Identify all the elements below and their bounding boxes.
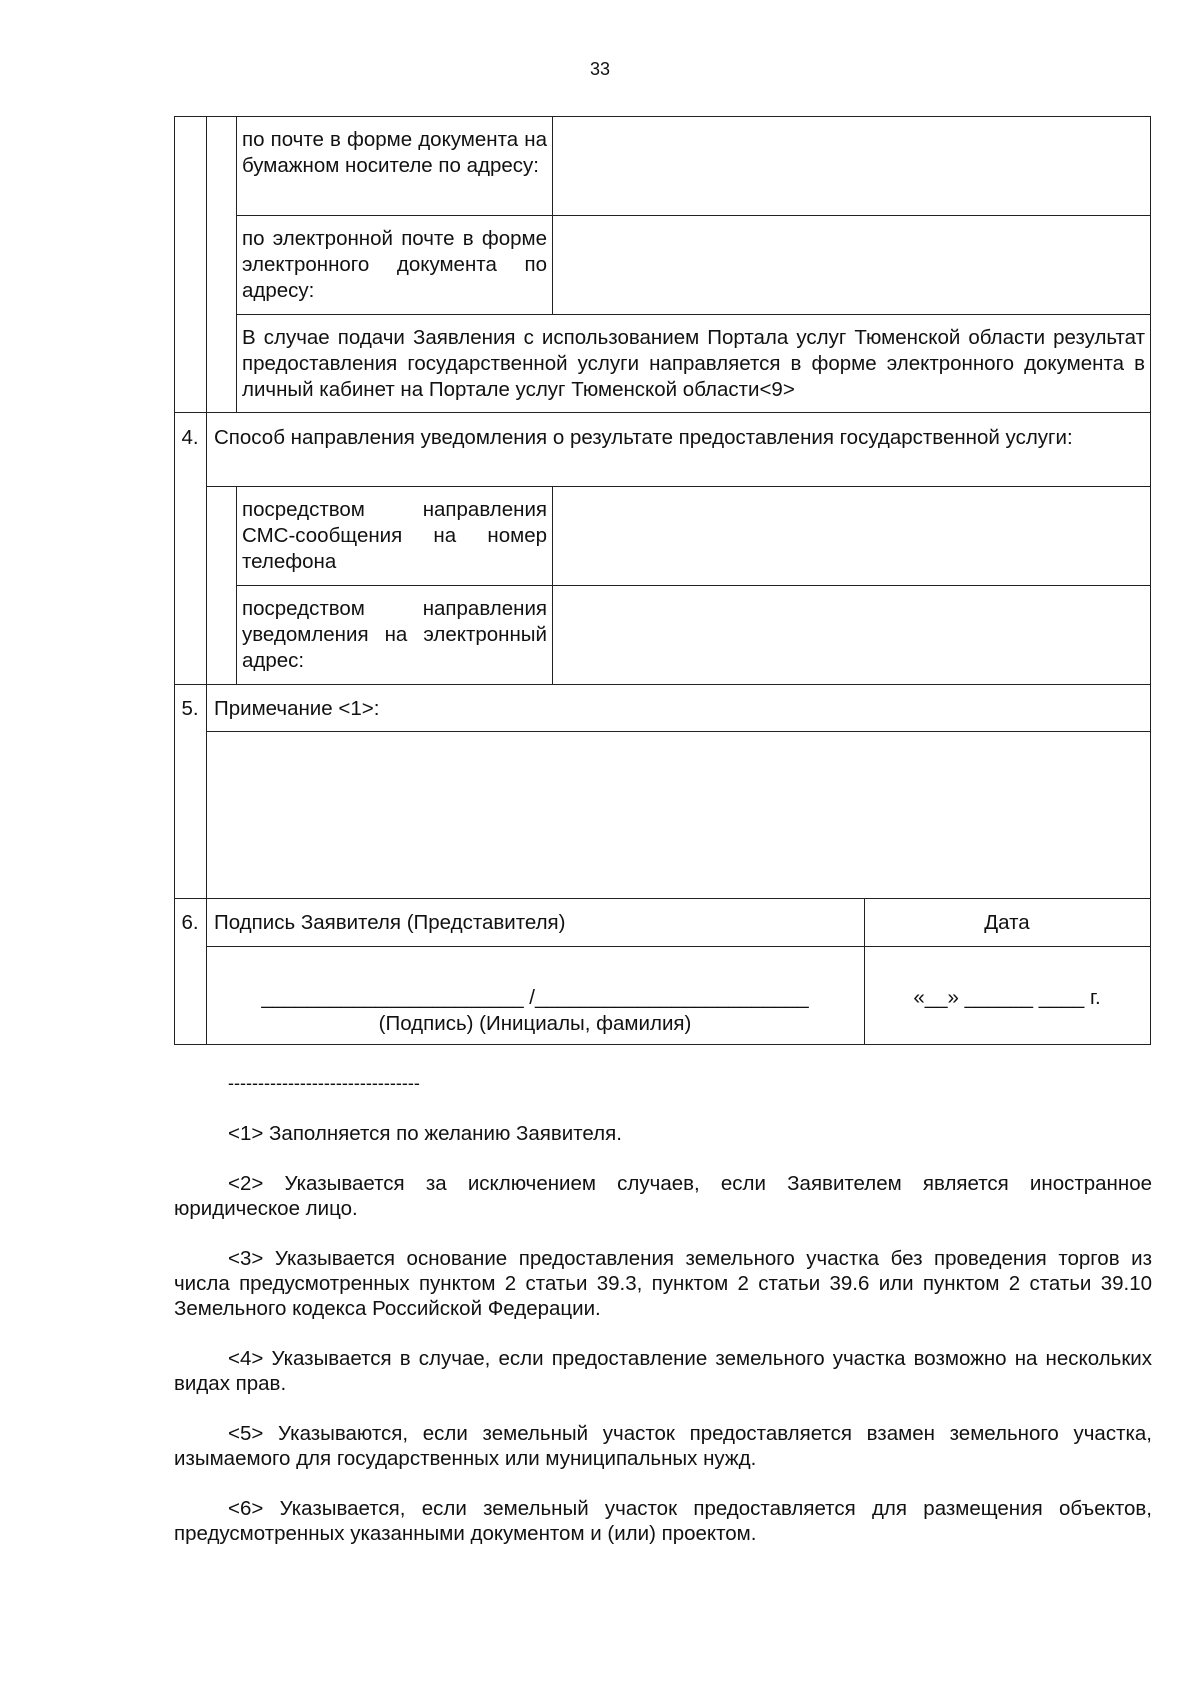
row-divider-row6-header xyxy=(206,946,1151,947)
footnote-1: <1> Заполняется по желанию Заявителя. xyxy=(228,1122,622,1145)
row-divider-sms xyxy=(236,585,1151,586)
signature-caption: (Подпись) (Инициалы, фамилия) xyxy=(378,1012,692,1035)
row-divider-mail xyxy=(236,215,1151,216)
table-border-right xyxy=(1150,116,1151,1044)
row5-number: 5. xyxy=(181,697,199,720)
footnote-2: <2> Указывается за исключением случаев, если Заявителем является иностранное юридическое лицо. xyxy=(174,1172,1152,1220)
table-border-top xyxy=(174,116,1151,117)
row-divider-row4 xyxy=(174,412,1151,413)
row-divider-row6 xyxy=(174,898,1151,899)
table-border-left xyxy=(174,116,175,1044)
date-header: Дата xyxy=(984,911,1030,934)
row4-title: Способ направления уведомления о результате предоставления государственной услуги: xyxy=(214,426,1073,449)
date-line: «__» ______ ____ г. xyxy=(913,986,1101,1009)
row-divider-row5 xyxy=(174,684,1151,685)
subitem-indent-border-top xyxy=(236,116,237,412)
delivery-mail-label: по почте в форме документа на бумажном носителе по адресу: xyxy=(242,128,547,177)
footnote-4: <4> Указывается в случае, если предоставление земельного участка возможно на нескольких видах прав. xyxy=(174,1347,1152,1395)
page-number: 33 xyxy=(589,59,611,79)
row-divider-email xyxy=(236,314,1151,315)
footnote-separator: -------------------------------- xyxy=(228,1073,420,1093)
row-divider-row5-title xyxy=(206,731,1151,732)
footnote-3: <3> Указывается основание предоставления земельного участка без проведения торгов из числа предусмотренных пунктом 2 статьи 39.3, пунктом 2 статьи 39.6 или пунктом 2 статьи 39.10 Земельного кодекса Российской Федерации. xyxy=(174,1247,1152,1320)
notification-sms-label: посредством направления СМС-сообщения на номер телефона xyxy=(242,498,547,573)
signature-header: Подпись Заявителя (Представителя) xyxy=(214,911,566,934)
row5-title: Примечание <1>: xyxy=(214,697,380,720)
delivery-portal-note: В случае подачи Заявления с использованием Портала услуг Тюменской области результат предоставления государственной услуги направляется в форме электронного документа в личный кабинет на Портале услуг Тюменской области<9> xyxy=(242,326,1145,401)
footnote-5: <5> Указываются, если земельный участок предоставляется взамен земельного участка, изымаемого для государственных или муниципальных нужд. xyxy=(174,1422,1152,1470)
row4-number: 4. xyxy=(181,426,199,449)
table-border-bottom xyxy=(174,1044,1151,1045)
signature-line: _______________________ /________________________ xyxy=(261,986,809,1009)
row-divider-row4-title xyxy=(206,486,1151,487)
delivery-email-label: по электронной почте в форме электронного документа по адресу: xyxy=(242,227,547,302)
footnote-6: <6> Указывается, если земельный участок предоставляется для размещения объектов, предусмотренных указанными документом и (или) проектом. xyxy=(174,1497,1152,1545)
row6-number: 6. xyxy=(181,911,199,934)
table-number-column-border xyxy=(206,116,207,1044)
notification-email-label: посредством направления уведомления на электронный адрес: xyxy=(242,597,547,672)
